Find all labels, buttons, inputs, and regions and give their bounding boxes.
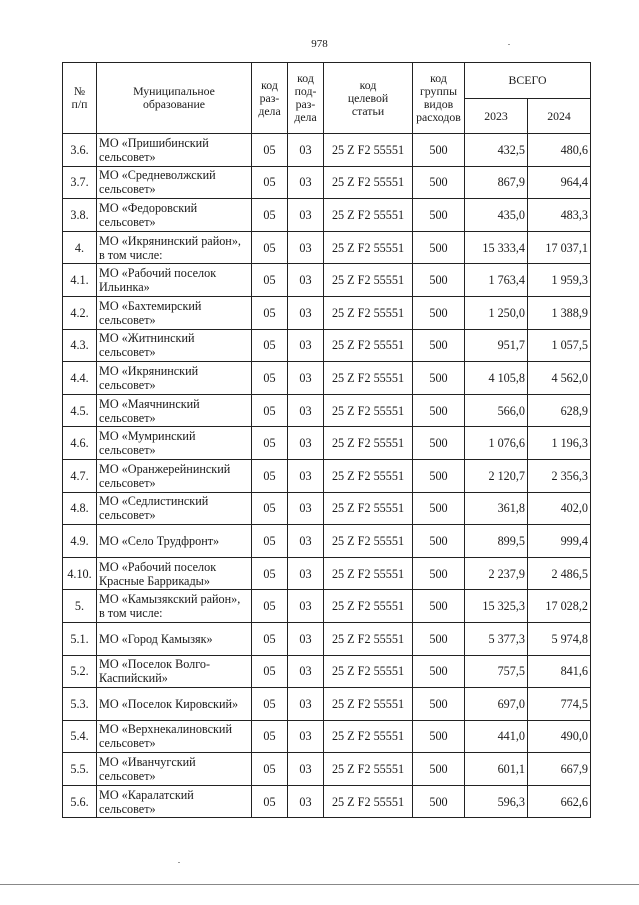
table-row (63, 655, 591, 688)
municipality-name: МО «Рабочий поселок Ильинка» (97, 264, 252, 297)
amount-2023: 757,5 (465, 655, 528, 688)
section-code: 05 (252, 199, 288, 232)
expense-group-code: 500 (413, 199, 465, 232)
table-row (63, 753, 591, 786)
row-number: 5.3. (63, 688, 97, 721)
amount-2023: 441,0 (465, 720, 528, 753)
section-code: 05 (252, 329, 288, 362)
row-number: 5.4. (63, 720, 97, 753)
subsection-code: 03 (288, 720, 324, 753)
expense-group-code: 500 (413, 753, 465, 786)
table-row (63, 362, 591, 395)
municipality-name: МО «Седлистинский сельсовет» (97, 492, 252, 525)
amount-2024: 1 959,3 (528, 264, 591, 297)
table-row (63, 329, 591, 362)
amount-2024: 5 974,8 (528, 622, 591, 655)
expense-group-code: 500 (413, 264, 465, 297)
municipality-name: МО «Мумринский сельсовет» (97, 427, 252, 460)
subsection-code: 03 (288, 525, 324, 558)
table-row (63, 231, 591, 264)
target-code: 25 Z F2 55551 (324, 427, 413, 460)
header-subsection: код под- раз- дела (288, 63, 324, 134)
amount-2024: 841,6 (528, 655, 591, 688)
municipality-name: МО «Икрянинский район», в том числе: (97, 231, 252, 264)
amount-2023: 361,8 (465, 492, 528, 525)
expense-group-code: 500 (413, 590, 465, 623)
row-number: 4. (63, 231, 97, 264)
amount-2024: 402,0 (528, 492, 591, 525)
table-row (63, 264, 591, 297)
subsection-code: 03 (288, 557, 324, 590)
municipality-name: МО «Средневолжский сельсовет» (97, 166, 252, 199)
table-row (63, 394, 591, 427)
amount-2024: 490,0 (528, 720, 591, 753)
amount-2024: 999,4 (528, 525, 591, 558)
row-number: 4.7. (63, 459, 97, 492)
header-num: № п/п (63, 63, 97, 134)
table-row (63, 720, 591, 753)
target-code: 25 Z F2 55551 (324, 688, 413, 721)
section-code: 05 (252, 590, 288, 623)
table-row (63, 785, 591, 818)
subsection-code: 03 (288, 231, 324, 264)
row-number: 4.8. (63, 492, 97, 525)
target-code: 25 Z F2 55551 (324, 492, 413, 525)
expense-group-code: 500 (413, 525, 465, 558)
budget-table (62, 62, 591, 818)
row-number: 4.1. (63, 264, 97, 297)
table-row (63, 296, 591, 329)
subsection-code: 03 (288, 264, 324, 297)
target-code: 25 Z F2 55551 (324, 296, 413, 329)
amount-2023: 5 377,3 (465, 622, 528, 655)
target-code: 25 Z F2 55551 (324, 362, 413, 395)
table-row (63, 166, 591, 199)
municipality-name: МО «Житнинский сельсовет» (97, 329, 252, 362)
amount-2023: 1 250,0 (465, 296, 528, 329)
target-code: 25 Z F2 55551 (324, 134, 413, 167)
amount-2024: 17 028,2 (528, 590, 591, 623)
subsection-code: 03 (288, 296, 324, 329)
target-code: 25 Z F2 55551 (324, 622, 413, 655)
amount-2024: 2 356,3 (528, 459, 591, 492)
amount-2023: 697,0 (465, 688, 528, 721)
expense-group-code: 500 (413, 720, 465, 753)
header-expense: код группы видов расходов (413, 63, 465, 134)
amount-2023: 566,0 (465, 394, 528, 427)
subsection-code: 03 (288, 785, 324, 818)
section-code: 05 (252, 166, 288, 199)
section-code: 05 (252, 231, 288, 264)
subsection-code: 03 (288, 199, 324, 232)
amount-2023: 435,0 (465, 199, 528, 232)
subsection-code: 03 (288, 394, 324, 427)
municipality-name: МО «Рабочий поселок Красные Баррикады» (97, 557, 252, 590)
subsection-code: 03 (288, 622, 324, 655)
municipality-name: МО «Икрянинский сельсовет» (97, 362, 252, 395)
section-code: 05 (252, 427, 288, 460)
amount-2024: 774,5 (528, 688, 591, 721)
target-code: 25 Z F2 55551 (324, 590, 413, 623)
section-code: 05 (252, 557, 288, 590)
subsection-code: 03 (288, 753, 324, 786)
municipality-name: МО «Поселок Кировский» (97, 688, 252, 721)
page-bottom-line (0, 884, 639, 885)
target-code: 25 Z F2 55551 (324, 231, 413, 264)
municipality-name: МО «Пришибинский сельсовет» (97, 134, 252, 167)
municipality-name: МО «Камызякский район», в том числе: (97, 590, 252, 623)
amount-2023: 2 120,7 (465, 459, 528, 492)
header-section: код раз- дела (252, 63, 288, 134)
target-code: 25 Z F2 55551 (324, 720, 413, 753)
expense-group-code: 500 (413, 557, 465, 590)
target-code: 25 Z F2 55551 (324, 655, 413, 688)
section-code: 05 (252, 362, 288, 395)
expense-group-code: 500 (413, 329, 465, 362)
amount-2024: 667,9 (528, 753, 591, 786)
municipality-name: МО «Город Камызяк» (97, 622, 252, 655)
row-number: 4.5. (63, 394, 97, 427)
subsection-code: 03 (288, 134, 324, 167)
table-row (63, 427, 591, 460)
expense-group-code: 500 (413, 622, 465, 655)
municipality-name: МО «Иванчугский сельсовет» (97, 753, 252, 786)
expense-group-code: 500 (413, 362, 465, 395)
expense-group-code: 500 (413, 231, 465, 264)
amount-2024: 628,9 (528, 394, 591, 427)
subsection-code: 03 (288, 166, 324, 199)
subsection-code: 03 (288, 688, 324, 721)
amount-2024: 4 562,0 (528, 362, 591, 395)
expense-group-code: 500 (413, 655, 465, 688)
target-code: 25 Z F2 55551 (324, 166, 413, 199)
amount-2023: 951,7 (465, 329, 528, 362)
expense-group-code: 500 (413, 459, 465, 492)
municipality-name: МО «Маячнинский сельсовет» (97, 394, 252, 427)
subsection-code: 03 (288, 655, 324, 688)
header-year-2024: 2024 (528, 99, 591, 134)
amount-2023: 15 333,4 (465, 231, 528, 264)
target-code: 25 Z F2 55551 (324, 557, 413, 590)
municipality-name: МО «Верхнекалиновский сельсовет» (97, 720, 252, 753)
subsection-code: 03 (288, 362, 324, 395)
amount-2024: 1 388,9 (528, 296, 591, 329)
target-code: 25 Z F2 55551 (324, 264, 413, 297)
amount-2023: 867,9 (465, 166, 528, 199)
amount-2024: 1 196,3 (528, 427, 591, 460)
row-number: 4.3. (63, 329, 97, 362)
municipality-name: МО «Село Трудфронт» (97, 525, 252, 558)
target-code: 25 Z F2 55551 (324, 525, 413, 558)
row-number: 5.5. (63, 753, 97, 786)
subsection-code: 03 (288, 492, 324, 525)
municipality-name: МО «Федоровский сельсовет» (97, 199, 252, 232)
table-row (63, 557, 591, 590)
section-code: 05 (252, 264, 288, 297)
row-number: 3.7. (63, 166, 97, 199)
row-number: 4.9. (63, 525, 97, 558)
amount-2024: 662,6 (528, 785, 591, 818)
row-number: 4.6. (63, 427, 97, 460)
expense-group-code: 500 (413, 492, 465, 525)
subsection-code: 03 (288, 590, 324, 623)
section-code: 05 (252, 622, 288, 655)
expense-group-code: 500 (413, 688, 465, 721)
section-code: 05 (252, 296, 288, 329)
row-number: 4.4. (63, 362, 97, 395)
scan-speck (178, 862, 180, 863)
subsection-code: 03 (288, 427, 324, 460)
table-row (63, 590, 591, 623)
table-row (63, 459, 591, 492)
municipality-name: МО «Оранжерейнинский сельсовет» (97, 459, 252, 492)
target-code: 25 Z F2 55551 (324, 199, 413, 232)
scan-speck (508, 44, 510, 45)
section-code: 05 (252, 753, 288, 786)
section-code: 05 (252, 655, 288, 688)
expense-group-code: 500 (413, 296, 465, 329)
section-code: 05 (252, 492, 288, 525)
amount-2024: 2 486,5 (528, 557, 591, 590)
row-number: 5.6. (63, 785, 97, 818)
table-row (63, 688, 591, 721)
table-row (63, 622, 591, 655)
section-code: 05 (252, 394, 288, 427)
amount-2024: 17 037,1 (528, 231, 591, 264)
amount-2023: 1 076,6 (465, 427, 528, 460)
amount-2023: 15 325,3 (465, 590, 528, 623)
amount-2023: 4 105,8 (465, 362, 528, 395)
header-municipality: Муниципальное образование (97, 63, 252, 134)
row-number: 4.10. (63, 557, 97, 590)
amount-2023: 432,5 (465, 134, 528, 167)
target-code: 25 Z F2 55551 (324, 459, 413, 492)
header-target: код целевой статьи (324, 63, 413, 134)
amount-2024: 480,6 (528, 134, 591, 167)
target-code: 25 Z F2 55551 (324, 394, 413, 427)
table-row (63, 525, 591, 558)
section-code: 05 (252, 720, 288, 753)
amount-2024: 483,3 (528, 199, 591, 232)
amount-2024: 964,4 (528, 166, 591, 199)
row-number: 3.8. (63, 199, 97, 232)
page-number: 978 (311, 38, 328, 50)
table-body (63, 134, 591, 818)
expense-group-code: 500 (413, 134, 465, 167)
subsection-code: 03 (288, 459, 324, 492)
section-code: 05 (252, 459, 288, 492)
table-row (63, 199, 591, 232)
row-number: 5. (63, 590, 97, 623)
section-code: 05 (252, 688, 288, 721)
row-number: 4.2. (63, 296, 97, 329)
amount-2023: 601,1 (465, 753, 528, 786)
expense-group-code: 500 (413, 166, 465, 199)
header-year-2023: 2023 (465, 99, 528, 134)
expense-group-code: 500 (413, 427, 465, 460)
row-number: 5.2. (63, 655, 97, 688)
subsection-code: 03 (288, 329, 324, 362)
section-code: 05 (252, 134, 288, 167)
section-code: 05 (252, 785, 288, 818)
municipality-name: МО «Каралатский сельсовет» (97, 785, 252, 818)
target-code: 25 Z F2 55551 (324, 753, 413, 786)
target-code: 25 Z F2 55551 (324, 329, 413, 362)
amount-2023: 2 237,9 (465, 557, 528, 590)
amount-2023: 596,3 (465, 785, 528, 818)
table-header (63, 63, 591, 134)
amount-2023: 899,5 (465, 525, 528, 558)
expense-group-code: 500 (413, 394, 465, 427)
amount-2023: 1 763,4 (465, 264, 528, 297)
expense-group-code: 500 (413, 785, 465, 818)
header-total: ВСЕГО (465, 63, 591, 99)
row-number: 3.6. (63, 134, 97, 167)
municipality-name: МО «Бахтемирский сельсовет» (97, 296, 252, 329)
section-code: 05 (252, 525, 288, 558)
row-number: 5.1. (63, 622, 97, 655)
table-row (63, 492, 591, 525)
municipality-name: МО «Поселок Волго-Каспийский» (97, 655, 252, 688)
amount-2024: 1 057,5 (528, 329, 591, 362)
target-code: 25 Z F2 55551 (324, 785, 413, 818)
table-row (63, 134, 591, 167)
